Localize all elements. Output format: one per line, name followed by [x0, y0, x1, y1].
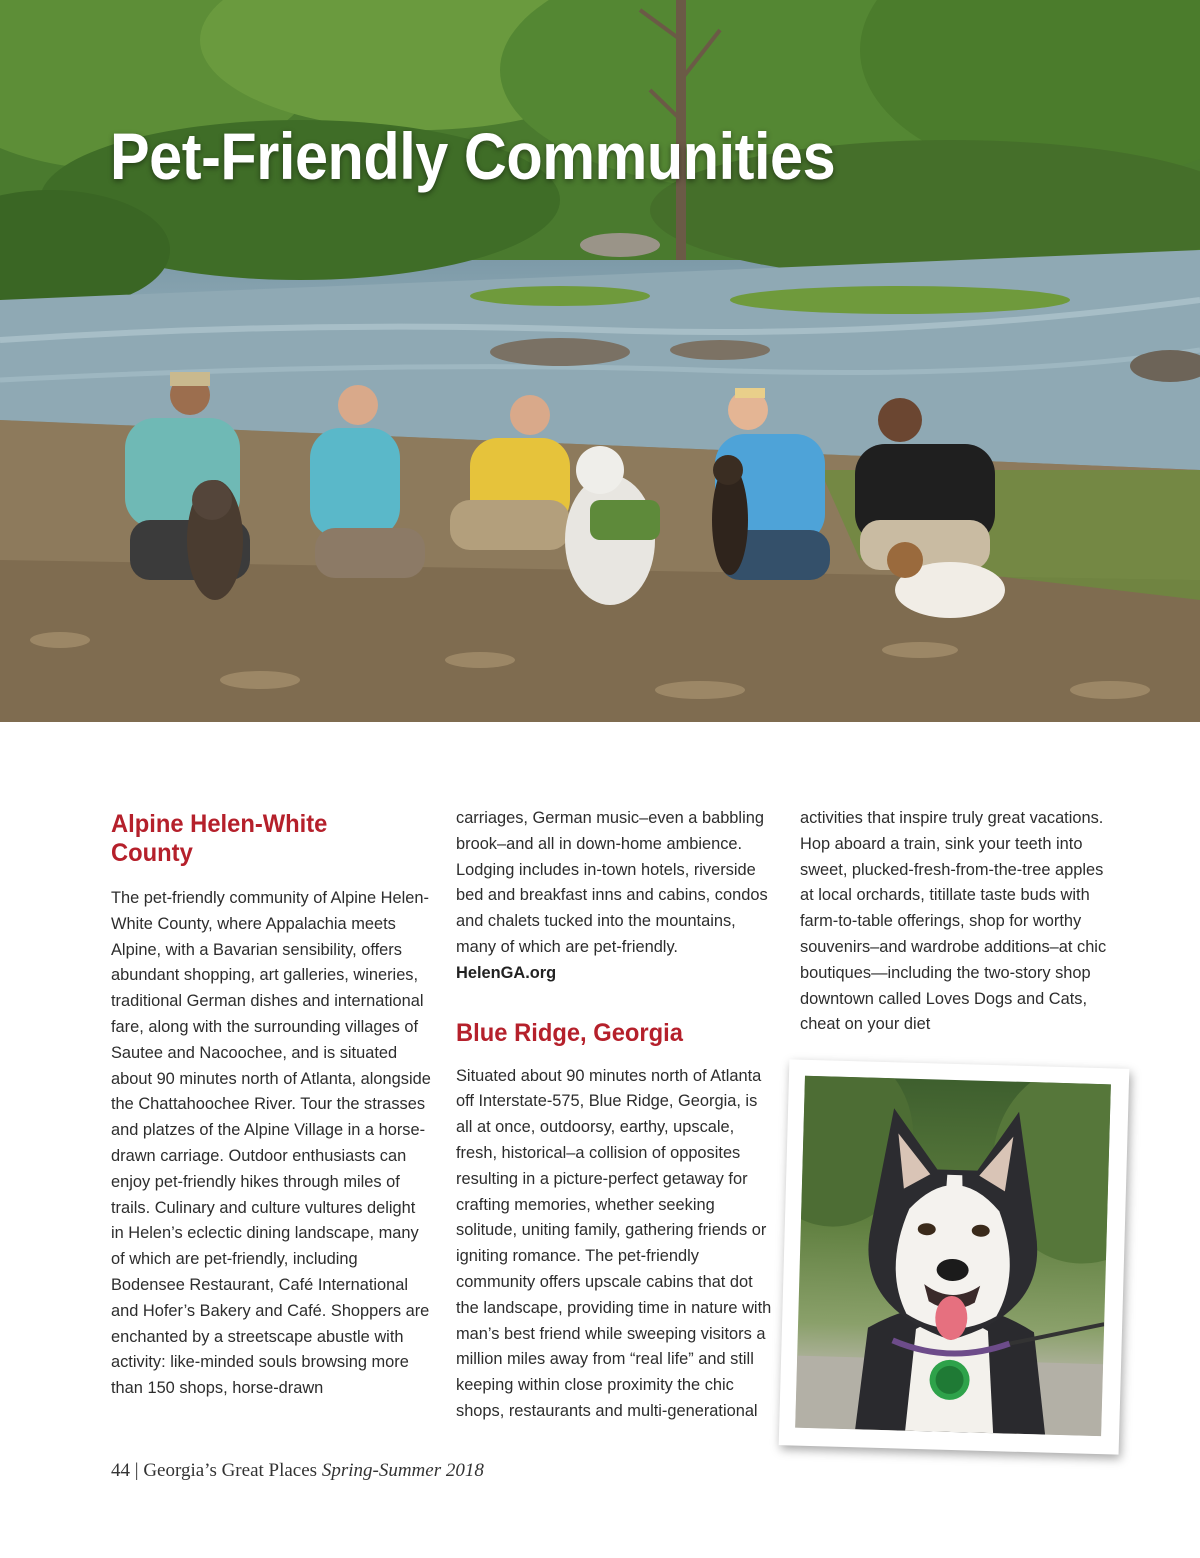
section-heading-alpine: Alpine Helen-White County: [111, 810, 328, 867]
article-column-2: [456, 806, 776, 1425]
publication-name: Georgia’s Great Places: [143, 1460, 318, 1481]
alpine-continued-text: carriages, German music–even a babbling brook–and all in down-home ambience. Lodging includes in-town hotels, riverside bed and breakfast inns and cabins, condos and chalets tucked into the mountains, many of which are pet-friendly.: [456, 809, 768, 956]
section-body-blue-ridge: Situated about 90 minutes north of Atlanta off Interstate-575, Blue Ridge, Georgia, is all at once, outdoorsy, earthy, upscale, fresh, historical–a collision of opposites resulting in a picture-perfect getaway for crafting memories, whether seeking solitude, uniting family, gathering friends or igniting romance. The pet-friendly community offers upscale cabins that dot the landscape, providing time in nature with man’s best friend while sweeping visitors a million miles away from “real life” and still keeping within close proximity the chic shops, restaurants and multi-generational: [456, 1066, 772, 1420]
husky-photo: [795, 1076, 1111, 1436]
hero-photo: [0, 0, 1200, 722]
section-body-blue-ridge-continued: activities that inspire truly great vacations. Hop aboard a train, sink your teeth into sweet, plucked-fresh-from-the-tree apples at local orchards, titillate taste buds with farm-to-table offerings, shop for worthy souvenirs–and wardrobe additions–at chic boutiques—including the two-story shop downtown called Loves Dogs and Cats, cheat on your diet: [800, 809, 1107, 1034]
page-number: 44: [111, 1460, 130, 1481]
husky-photo-frame: [779, 1059, 1130, 1454]
hero-photo-illustration: [0, 0, 1200, 722]
issue-name: Spring-Summer 2018: [321, 1460, 484, 1481]
article-column-1: [111, 806, 431, 1402]
helenga-link[interactable]: HelenGA.org: [456, 963, 557, 982]
page-title: Pet-Friendly Communities: [110, 119, 836, 193]
footer-separator: |: [134, 1460, 139, 1481]
section-body-alpine-continued: [456, 806, 776, 987]
section-body-alpine: The pet-friendly community of Alpine Helen-White County, where Appalachia meets Alpine, with a Bavarian sensibility, offers abundant shopping, art galleries, wineries, traditional German dishes and international fare, along with the surrounding villages of Sautee and Nacoochee, and is situated about 90 minutes north of Atlanta, alongside the Chattahoochee River. Tour the strasses and platzes of the Alpine Village in a horse-drawn carriage. Outdoor enthusiasts can enjoy pet-friendly hikes through miles of trails. Culinary and culture vultures delight in Helen’s eclectic dining landscape, many of which are pet-friendly, including Bodensee Restaurant, Café International and Hofer’s Bakery and Café. Shoppers are enchanted by a streetscape abustle with activity: like-minded souls browsing more than 150 shops, horse-drawn: [111, 889, 431, 1398]
section-heading-blue-ridge: Blue Ridge, Georgia: [456, 1018, 683, 1047]
page-footer: [111, 1460, 484, 1482]
article-column-3: [800, 806, 1120, 1038]
husky-illustration: [795, 1076, 1111, 1436]
